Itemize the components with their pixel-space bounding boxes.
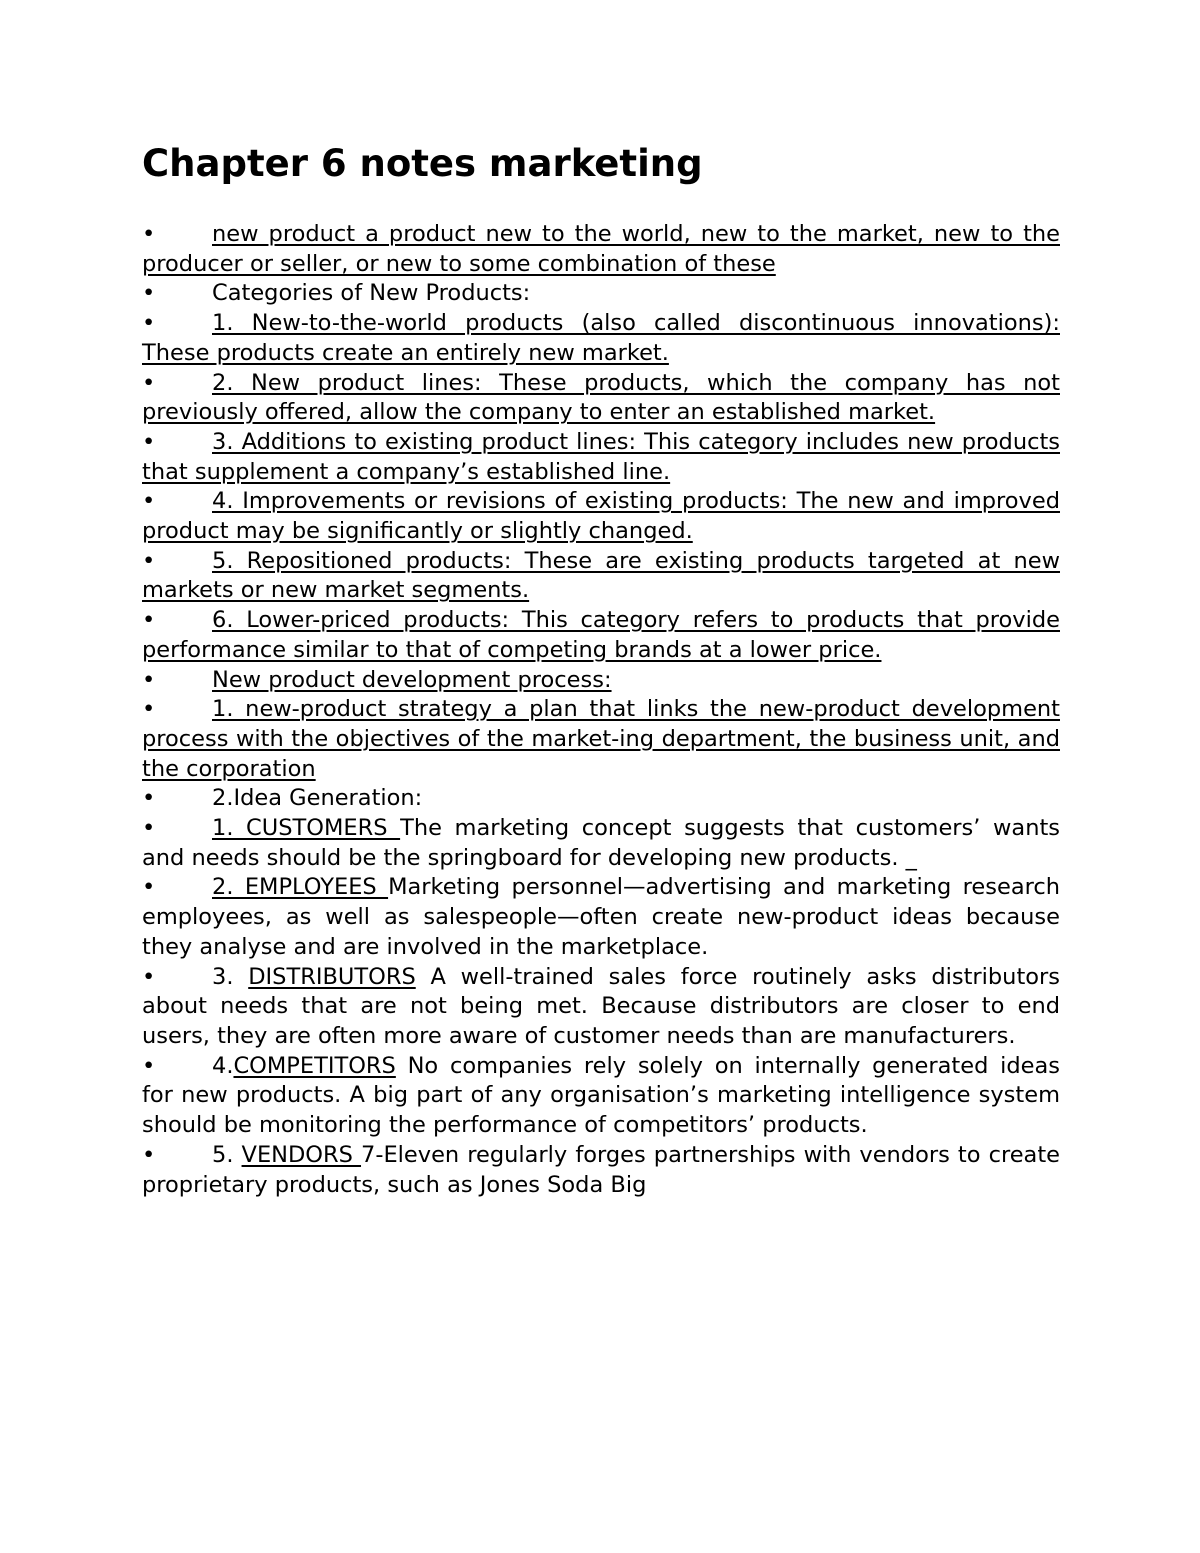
item-text: Marketing personnel—advertising and marketing research employees, as well as salespeople—often create new-product ideas because they analyse and are involved in the marketplace. [142,874,1060,960]
list-item [142,873,1060,962]
list-item [142,695,1060,784]
item-text: The marketing concept suggests that customers’ wants and needs should be the springboard for developing new products. _ [142,815,1060,871]
document-page [142,140,1060,1200]
list-item [142,666,1060,696]
item-underlined-text: New product development process: [212,666,612,693]
item-underlined-text: VENDORS [241,1141,362,1168]
item-underlined-text: 3. Additions to existing product lines: This category includes new products that supplement a company’s established line. [142,428,1060,485]
bullet-icon: • [142,963,156,990]
bullet-icon: • [142,369,156,396]
bullet-icon: • [142,280,156,307]
item-text: A well-trained sales force routinely asks distributors about needs that are not being met. Because distributors are closer to end users, they are often more aware of customer needs than are manufacturers. [142,963,1060,1049]
bullet-icon: • [142,696,156,723]
list-item [142,428,1060,487]
bullet-icon: • [142,666,156,693]
list-item [142,784,1060,814]
list-item [142,487,1060,546]
bullet-icon: • [142,221,156,247]
item-underlined-text: COMPETITORS [233,1052,396,1079]
item-underlined-text: 2. New product lines: These products, which the company has not previously offered, allow the company to enter an established market. [142,369,1060,426]
list-item [142,279,1060,309]
bullet-icon: • [142,1141,156,1168]
item-underlined-text: 2. EMPLOYEES [212,874,389,901]
list-item [142,220,1060,279]
item-text: 2.Idea Generation: [212,785,423,812]
item-underlined-text: 5. Repositioned products: These are existing products targeted at new markets or new market segments. [142,547,1060,604]
bullet-icon: • [142,607,156,634]
bullet-icon: • [142,785,156,812]
bullet-icon: • [142,428,156,455]
document-title: Chapter 6 notes marketing [142,142,703,185]
item-text: 7-Eleven regularly forges partnerships with vendors to create proprietary products, such as Jones Soda Big [142,1141,1060,1198]
item-prefix: 4. [212,1052,234,1079]
list-item [142,606,1060,665]
bullet-icon: • [142,310,156,337]
item-text: No companies rely solely on internally generated ideas for new products. A big part of any organisation’s marketing intelligence system should be monitoring the performance of competitors’ products. [142,1052,1060,1139]
item-text: Categories of New Products: [212,280,531,307]
item-underlined-text: 6. Lower-priced products: This category refers to products that provide performance similar to that of competing brands at a lower price. [142,607,1060,663]
list-item [142,309,1060,368]
bullet-icon: • [142,547,156,574]
item-underlined-text: 1. new-product strategy a plan that links the new-product development process with the objectives of the market-ing department, the business unit, and the corporation [142,696,1060,782]
list-item [142,1052,1060,1141]
list-item [142,814,1060,873]
bullet-icon: • [142,488,156,515]
item-underlined-text: DISTRIBUTORS [248,963,416,990]
item-prefix: 3. [212,963,249,990]
item-underlined-text: 1. CUSTOMERS [212,815,401,842]
item-prefix: 5. [212,1141,242,1168]
list-item [142,547,1060,606]
list-item [142,963,1060,1052]
bullet-icon: • [142,815,156,842]
item-underlined-text: 4. Improvements or revisions of existing products: The new and improved product may be significantly or slightly changed. [142,488,1060,545]
bullet-icon: • [142,874,156,901]
item-underlined-text: new product a product new to the world, new to the market, new to the producer or seller, or new to some combination of these [142,221,1060,277]
list-item [142,1141,1060,1200]
item-underlined-text: 1. New-to-the-world products (also called discontinuous innovations): These products create an entirely new market. [142,310,1060,366]
bullet-icon: • [142,1052,156,1079]
list-item [142,369,1060,428]
notes-list [142,220,1060,1200]
